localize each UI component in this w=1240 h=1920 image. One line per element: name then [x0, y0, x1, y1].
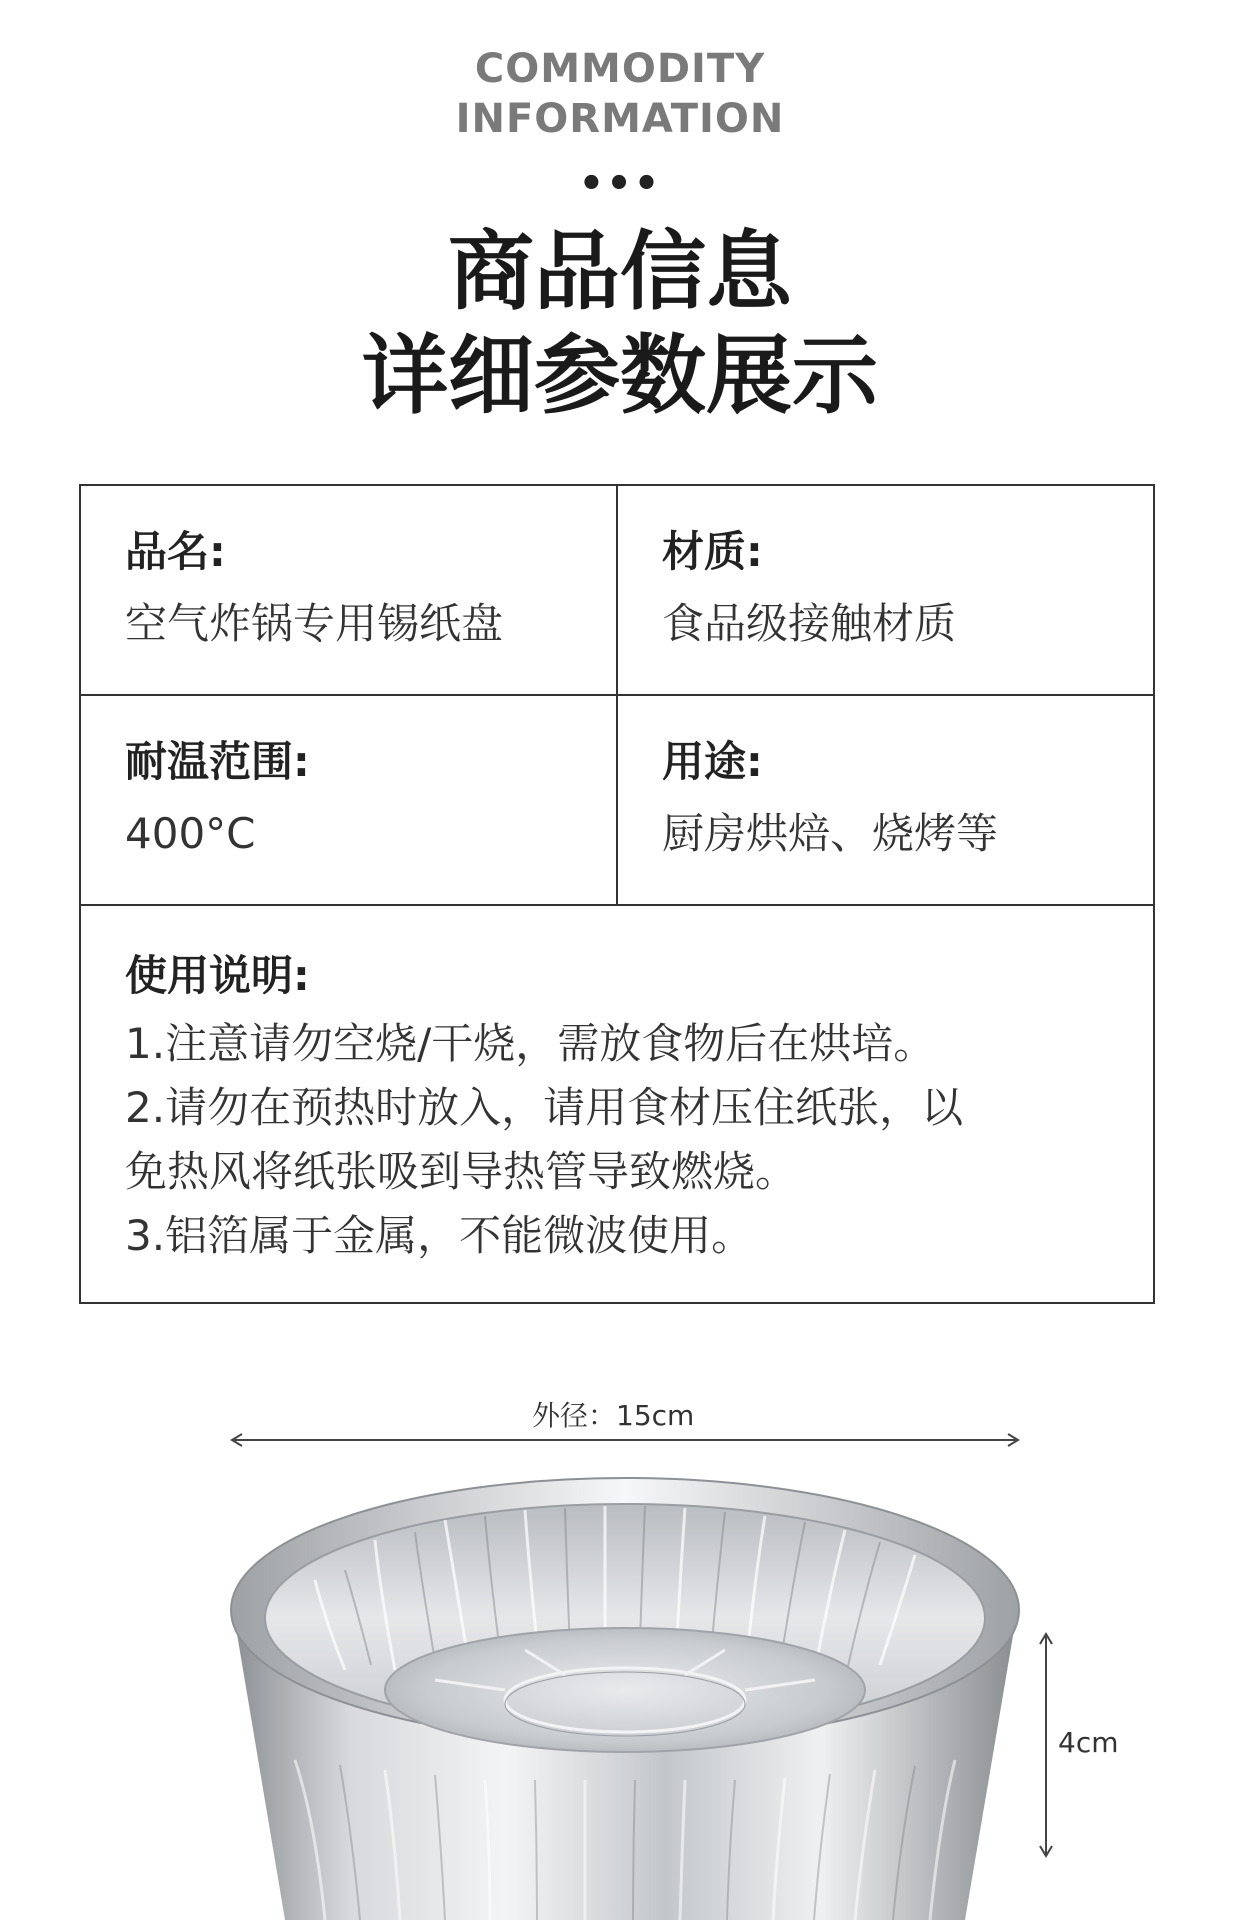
- diameter-label: 外径：15cm: [532, 1399, 695, 1432]
- spec-cell-material: [616, 486, 1153, 694]
- material-label: 材质:: [662, 527, 763, 576]
- dots-divider: •••: [578, 161, 662, 207]
- english-heading: [0, 44, 1240, 144]
- temp-label: 耐温范围:: [125, 737, 310, 786]
- material-value: 食品级接触材质: [662, 599, 957, 648]
- spec-row-usage: [81, 906, 1153, 1302]
- chinese-heading: [0, 220, 1240, 428]
- height-arrow-icon: [1036, 1630, 1056, 1860]
- usage-line: 2.请勿在预热时放入，请用食材压住纸张，以: [125, 1083, 964, 1132]
- usage-line: 1.注意请勿空烧/干烧，需放食物后在烘培。: [125, 1019, 936, 1068]
- usage-label: 使用说明:: [125, 951, 310, 1000]
- usage-line: 免热风将纸张吸到导热管导致燃烧。: [125, 1147, 798, 1196]
- name-value: 空气炸锅专用锡纸盘: [125, 599, 504, 648]
- temp-value: 400°C: [125, 809, 256, 858]
- chinese-heading-line2: 详细参数展示: [362, 326, 878, 426]
- spec-row-2: [81, 696, 1153, 906]
- spec-cell-name: [81, 486, 616, 694]
- chinese-heading-line1: 商品信息: [448, 222, 792, 322]
- spec-cell-temp: [81, 696, 616, 904]
- english-heading-line1: COMMODITY: [474, 46, 766, 92]
- spec-row-1: [81, 486, 1153, 696]
- name-label: 品名:: [125, 527, 226, 576]
- aluminum-foil-pan-image: [225, 1460, 1025, 1920]
- spec-table: [79, 484, 1155, 1304]
- spec-cell-use: [616, 696, 1153, 904]
- use-value: 厨房烘焙、烧烤等: [662, 809, 999, 858]
- height-label: 4cm: [1058, 1726, 1119, 1759]
- english-heading-line2: INFORMATION: [455, 96, 785, 142]
- use-label: 用途:: [662, 737, 763, 786]
- usage-line: 3.铝箔属于金属，不能微波使用。: [125, 1211, 754, 1260]
- usage-cell: [81, 906, 1007, 1302]
- diameter-arrow-icon: [228, 1430, 1022, 1450]
